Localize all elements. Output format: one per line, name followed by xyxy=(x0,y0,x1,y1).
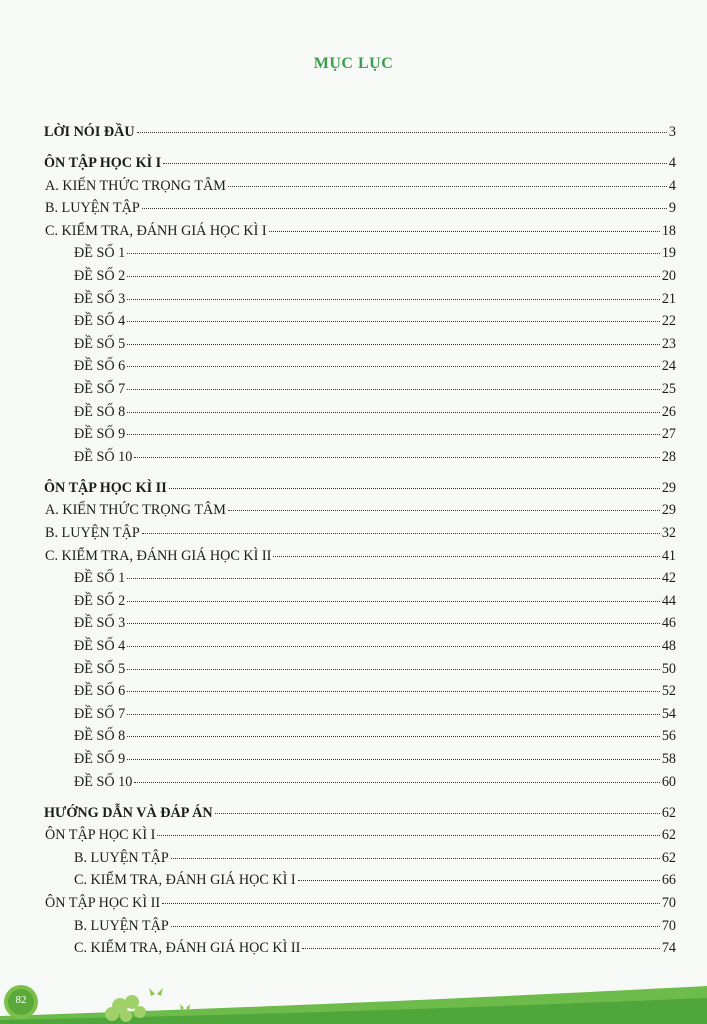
dot-leader xyxy=(127,389,660,390)
toc-entry[interactable] xyxy=(44,478,676,498)
dot-leader xyxy=(127,299,660,300)
toc-entry-label: B. LUYỆN TẬP xyxy=(45,200,140,217)
butterfly-icon xyxy=(149,988,163,996)
toc-entry-label: ĐỀ SỐ 1 xyxy=(74,570,126,587)
toc-entry[interactable] xyxy=(74,402,676,422)
dot-leader xyxy=(169,488,660,489)
toc-entry-label: A. KIẾN THỨC TRỌNG TÂM xyxy=(45,502,226,519)
toc-entry-page: 29 xyxy=(661,479,676,496)
dot-leader xyxy=(137,132,667,133)
toc-entry-page: 41 xyxy=(661,547,676,564)
dot-leader xyxy=(127,759,660,760)
toc-entry-label: LỜI NÓI ĐẦU xyxy=(44,124,135,140)
toc-entry-label: ĐỀ SỐ 10 xyxy=(74,773,133,790)
toc-entry-page: 50 xyxy=(661,660,676,677)
toc-entry-label: ĐỀ SỐ 3 xyxy=(74,290,126,307)
toc-entry-page: 32 xyxy=(661,525,676,541)
toc-entry-page: 4 xyxy=(668,177,676,194)
toc-entry[interactable] xyxy=(74,243,676,263)
toc-entry[interactable] xyxy=(74,379,676,399)
toc-entry-page: 48 xyxy=(661,638,676,654)
toc-entry[interactable] xyxy=(74,447,676,467)
toc-entry[interactable] xyxy=(45,546,676,566)
dot-leader xyxy=(127,669,660,670)
toc-entry[interactable] xyxy=(74,266,676,286)
toc-entry-page: 21 xyxy=(661,290,676,307)
toc-entry[interactable] xyxy=(74,568,676,588)
toc-entry-page: 3 xyxy=(668,124,676,140)
toc-entry[interactable] xyxy=(74,870,676,890)
toc-entry[interactable] xyxy=(74,591,676,611)
dot-leader xyxy=(215,813,660,814)
toc-entry-label: ĐỀ SỐ 8 xyxy=(74,403,126,420)
dot-leader xyxy=(171,926,660,927)
toc-entry-page: 66 xyxy=(661,872,676,889)
dot-leader xyxy=(162,903,660,904)
toc-entry-label: ĐỀ SỐ 10 xyxy=(74,448,133,465)
dot-leader xyxy=(142,208,667,209)
toc-entry[interactable] xyxy=(74,704,676,724)
toc-entry-page: 62 xyxy=(661,849,676,866)
toc-entry[interactable] xyxy=(74,424,676,444)
toc-entry-page: 25 xyxy=(661,381,676,397)
toc-entry-label: HƯỚNG DẪN VÀ ĐÁP ÁN xyxy=(44,804,213,821)
dot-leader xyxy=(127,434,660,435)
toc-entry-page: 62 xyxy=(661,804,676,821)
toc-entry-page: 27 xyxy=(661,426,676,443)
dot-leader xyxy=(269,231,660,232)
toc-entry[interactable] xyxy=(45,198,676,218)
toc-entry-page: 9 xyxy=(668,200,676,217)
toc-entry[interactable] xyxy=(44,122,676,142)
toc-entry[interactable] xyxy=(74,356,676,376)
toc-entry-label: ĐỀ SỐ 1 xyxy=(74,245,126,262)
toc-entry-label: ĐỀ SỐ 4 xyxy=(74,638,126,654)
dot-leader xyxy=(298,880,660,881)
dot-leader xyxy=(157,835,659,836)
toc-entry[interactable] xyxy=(44,153,676,173)
dot-leader xyxy=(127,321,660,322)
toc-entry[interactable] xyxy=(74,659,676,679)
dot-leader xyxy=(127,253,660,254)
dot-leader xyxy=(127,736,660,737)
toc-entry-page: 19 xyxy=(661,245,676,262)
toc-entry-label: ÔN TẬP HỌC KÌ I xyxy=(45,827,156,844)
toc-entry[interactable] xyxy=(45,500,676,520)
toc-entry-page: 70 xyxy=(661,917,676,934)
dot-leader xyxy=(142,533,660,534)
toc-entry-page: 62 xyxy=(661,827,676,844)
toc-entry-page: 4 xyxy=(668,155,676,171)
toc-entry-label: ĐỀ SỐ 5 xyxy=(74,660,126,677)
toc-entry[interactable] xyxy=(74,681,676,701)
toc-entry[interactable] xyxy=(45,893,676,913)
toc-entry[interactable] xyxy=(74,938,676,958)
toc-entry-page: 46 xyxy=(661,615,676,632)
toc-entry-label: B. LUYỆN TẬP xyxy=(45,525,140,541)
dot-leader xyxy=(127,366,660,367)
toc-entry-label: B. LUYỆN TẬP xyxy=(74,849,169,866)
dot-leader xyxy=(127,344,660,345)
toc-entry-page: 42 xyxy=(661,570,676,587)
toc-entry-label: ĐỀ SỐ 9 xyxy=(74,426,126,443)
toc-entry[interactable] xyxy=(74,613,676,633)
toc-entry-label: A. KIẾN THỨC TRỌNG TÂM xyxy=(45,177,226,194)
toc-entry[interactable] xyxy=(44,803,676,823)
footer-decoration xyxy=(0,964,707,1024)
toc-entry-label: ĐỀ SỐ 2 xyxy=(74,268,126,284)
toc-entry-page: 18 xyxy=(661,222,676,239)
toc-entry[interactable] xyxy=(74,726,676,746)
dot-leader xyxy=(127,691,660,692)
toc-entry-label: ĐỀ SỐ 7 xyxy=(74,705,126,722)
toc-entry-page: 24 xyxy=(661,358,676,375)
toc-entry[interactable] xyxy=(74,311,676,331)
toc-entry-label: B. LUYỆN TẬP xyxy=(74,917,169,934)
toc-entry[interactable] xyxy=(45,825,676,845)
toc-entry-label: C. KIỂM TRA, ĐÁNH GIÁ HỌC KÌ I xyxy=(45,222,267,239)
toc-entry-label: C. KIỂM TRA, ĐÁNH GIÁ HỌC KÌ II xyxy=(45,547,272,564)
toc-entry-label: ÔN TẬP HỌC KÌ II xyxy=(45,895,161,911)
toc-entry-page: 70 xyxy=(661,895,676,911)
dot-leader xyxy=(302,948,659,949)
toc-entry-label: ĐỀ SỐ 5 xyxy=(74,335,126,352)
toc-entry[interactable] xyxy=(45,523,676,543)
page-title: MỤC LỤC xyxy=(313,55,394,72)
dot-leader xyxy=(228,186,667,187)
toc-entry-label: ĐỀ SỐ 6 xyxy=(74,683,126,700)
dot-leader xyxy=(127,601,660,602)
toc-entry-label: ĐỀ SỐ 6 xyxy=(74,358,126,375)
toc-entry-page: 60 xyxy=(661,773,676,790)
toc-entry-label: ĐỀ SỐ 2 xyxy=(74,592,126,609)
dot-leader xyxy=(127,714,660,715)
toc-entry-page: 52 xyxy=(661,683,676,700)
small-butterfly-icon xyxy=(180,1004,190,1010)
page-number: 82 xyxy=(15,994,27,1006)
toc-entry[interactable] xyxy=(45,176,676,196)
toc-entry[interactable] xyxy=(74,289,676,309)
toc-entry[interactable] xyxy=(74,334,676,354)
toc-entry[interactable] xyxy=(74,848,676,868)
toc-entry-label: ĐỀ SỐ 7 xyxy=(74,381,126,397)
toc-entry[interactable] xyxy=(74,749,676,769)
dot-leader xyxy=(134,457,659,458)
toc-entry-label: C. KIỂM TRA, ĐÁNH GIÁ HỌC KÌ II xyxy=(74,940,301,957)
toc-entry-page: 28 xyxy=(661,448,676,465)
toc-entry-page: 58 xyxy=(661,751,676,767)
toc-entry-label: ĐỀ SỐ 9 xyxy=(74,751,126,767)
leaf-cluster-icon xyxy=(105,995,146,1022)
dot-leader xyxy=(273,556,659,557)
toc-entry-page: 44 xyxy=(661,592,676,609)
toc-entry-label: ĐỀ SỐ 3 xyxy=(74,615,126,632)
toc-entry-label: ÔN TẬP HỌC KÌ I xyxy=(44,155,162,171)
toc-entry[interactable] xyxy=(74,916,676,936)
dot-leader xyxy=(127,623,660,624)
toc-entry-page: 20 xyxy=(661,268,676,284)
dot-leader xyxy=(127,578,660,579)
dot-leader xyxy=(228,510,660,511)
dot-leader xyxy=(127,646,660,647)
toc-entry-label: ĐỀ SỐ 8 xyxy=(74,728,126,745)
toc-entry[interactable] xyxy=(74,772,676,792)
dot-leader xyxy=(127,276,660,277)
dot-leader xyxy=(127,412,660,413)
toc-entry-page: 54 xyxy=(661,705,676,722)
toc-entry-page: 74 xyxy=(661,940,676,957)
toc-entry[interactable] xyxy=(45,221,676,241)
toc-entry-page: 22 xyxy=(661,313,676,330)
toc-entry-label: ÔN TẬP HỌC KÌ II xyxy=(44,479,167,496)
dot-leader xyxy=(171,858,660,859)
dot-leader xyxy=(163,163,667,164)
toc-entry-label: C. KIỂM TRA, ĐÁNH GIÁ HỌC KÌ I xyxy=(74,872,296,889)
toc-entry[interactable] xyxy=(74,636,676,656)
toc-entry-page: 29 xyxy=(661,502,676,519)
toc-entry-page: 56 xyxy=(661,728,676,745)
toc-entry-label: ĐỀ SỐ 4 xyxy=(74,313,126,330)
toc-entry-page: 26 xyxy=(661,403,676,420)
dot-leader xyxy=(134,782,659,783)
toc-entry-page: 23 xyxy=(661,335,676,352)
